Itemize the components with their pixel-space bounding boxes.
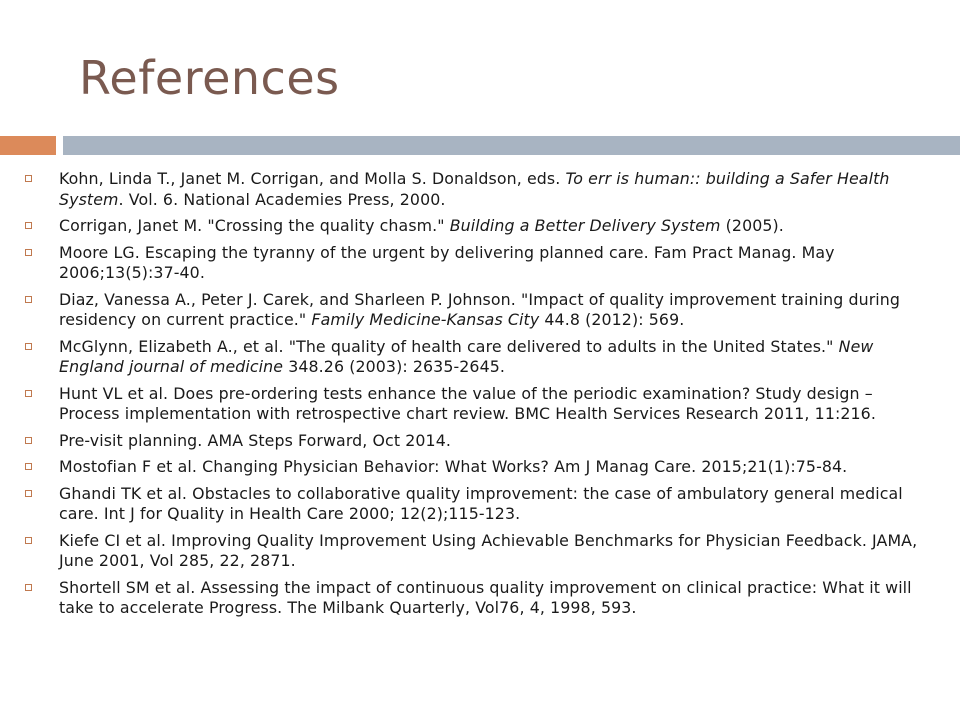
bullet-square-icon (25, 537, 32, 544)
bullet-square-icon (25, 437, 32, 444)
reference-text: Corrigan, Janet M. "Crossing the quality chasm." (59, 216, 450, 235)
reference-item (25, 578, 925, 619)
reference-text: Diaz, Vanessa A., Peter J. Carek, and Sharleen P. Johnson. "Impact of quality improvement training during residency on current practice." (59, 289, 901, 329)
bullet-square-icon (25, 390, 32, 397)
reference-item (25, 431, 925, 452)
reference-text: Shortell SM et al. Assessing the impact of continuous quality improvement on clinical practice: What it will take to accelerate Progress. The Milbank Quarterly, Vol76, 4, 1998, 593. (59, 577, 912, 617)
reference-item (25, 457, 925, 478)
reference-text: McGlynn, Elizabeth A., et al. "The quality of health care delivered to adults in the United States." (59, 336, 839, 356)
reference-item (25, 337, 925, 378)
bullet-square-icon (25, 249, 32, 256)
reference-item (25, 169, 925, 210)
reference-item (25, 484, 925, 525)
slide-title: References (79, 51, 340, 105)
reference-item (25, 216, 925, 237)
reference-text: Hunt VL et al. Does pre-ordering tests enhance the value of the periodic examination? Study design – Process implementation with retrospective chart review. BMC Health Services Research 2011, 11:216. (59, 383, 876, 423)
reference-source-italic: To err is human:: building a Safer Health System (59, 169, 890, 209)
bullet-square-icon (25, 222, 32, 229)
bullet-square-icon (25, 584, 32, 591)
bullet-square-icon (25, 175, 32, 182)
reference-item (25, 290, 925, 331)
reference-text: Moore LG. Escaping the tyranny of the urgent by delivering planned care. Fam Pract Manag. May 2006;13(5):37-40. (59, 242, 835, 282)
reference-source-italic: Building a Better Delivery System (449, 216, 721, 235)
reference-text-end: 44.8 (2012): 569. (539, 310, 685, 329)
reference-text: Mostofian F et al. Changing Physician Behavior: What Works? Am J Manag Care. 2015;21(1):75-84. (59, 457, 848, 476)
bullet-square-icon (25, 463, 32, 470)
reference-source-italic: New England journal of medicine (59, 336, 874, 376)
reference-text-end: . Vol. 6. National Academies Press, 2000. (118, 189, 446, 209)
reference-text: Ghandi TK et al. Obstacles to collaborative quality improvement: the case of ambulatory general medical care. Int J for Quality in Health Care 2000; 12(2);115-123. (59, 483, 903, 523)
reference-text: Kohn, Linda T., Janet M. Corrigan, and Molla S. Donaldson, eds. (59, 169, 566, 188)
reference-item (25, 531, 925, 572)
bullet-square-icon (25, 490, 32, 497)
reference-item (25, 384, 925, 425)
title-rule-bar (63, 136, 960, 155)
reference-text: Pre-visit planning. AMA Steps Forward, Oct 2014. (59, 430, 451, 450)
reference-list (25, 169, 925, 625)
accent-block (0, 136, 56, 155)
bullet-square-icon (25, 296, 32, 303)
reference-source-italic: Family Medicine-Kansas City (311, 310, 540, 329)
reference-text-end: 348.26 (2003): 2635-2645. (283, 357, 506, 376)
reference-text: Kiefe CI et al. Improving Quality Improvement Using Achievable Benchmarks for Physician Feedback. JAMA, June 2001, Vol 285, 22, 2871. (59, 530, 918, 570)
bullet-square-icon (25, 343, 32, 350)
reference-item (25, 243, 925, 284)
reference-text-end: (2005). (720, 216, 784, 235)
